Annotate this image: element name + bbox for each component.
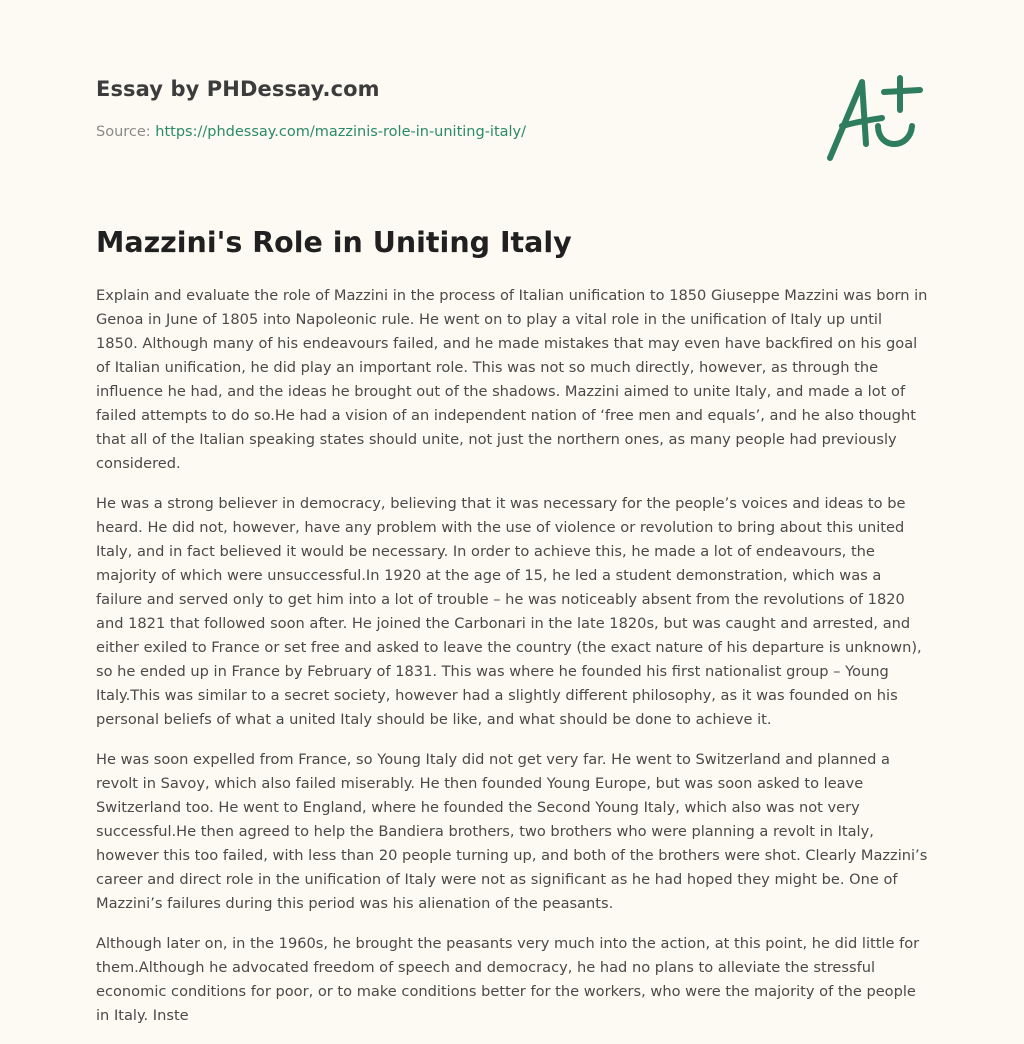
page-header bbox=[96, 0, 928, 190]
essay-page bbox=[96, 0, 928, 1024]
source-label: Source: bbox=[96, 124, 151, 140]
a-plus-logo-icon bbox=[822, 68, 926, 164]
site-brand: Essay by PHDessay.com bbox=[96, 77, 380, 101]
essay-paragraph: Explain and evaluate the role of Mazzini in the process of Italian unification to 1850 Giuseppe Mazzini was born in Genoa in June of 1805 into Napoleonic rule. He went on to play a vital role in the unification of Italy up until 1850. Although many of his endeavours failed, and he made mistakes that may even have backfired on his goal of Italian unification, he did play an important role. This was not so much directly, however, as through the influence he had, and the ideas he brought out of the shadows. Mazzini aimed to unite Italy, and made a lot of failed attempts to do so.He had a vision of an independent nation of ‘free men and equals’, and he also thought that all of the Italian speaking states should unite, not just the northern ones, as many people had previously considered. bbox=[96, 287, 928, 472]
essay-body bbox=[96, 284, 928, 1044]
essay-paragraph: Although later on, in the 1960s, he brought the peasants very much into the action, at this point, he did little for them.Although he advocated freedom of speech and democracy, he had no plans to alleviate the stressful economic conditions for poor, or to make conditions better for the workers, who were the majority of the people in Italy. Inste bbox=[96, 935, 920, 1024]
source-link[interactable]: https://phdessay.com/mazzinis-role-in-uniting-italy/ bbox=[155, 124, 527, 140]
essay-title: Mazzini's Role in Uniting Italy bbox=[96, 226, 572, 259]
essay-paragraph: He was soon expelled from France, so Young Italy did not get very far. He went to Switzerland and planned a revolt in Savoy, which also failed miserably. He then founded Young Europe, but was soon asked to leave Switzerland too. He went to England, where he founded the Second Young Italy, which also was not very successful.He then agreed to help the Bandiera brothers, two brothers who were planning a revolt in Italy, however this too failed, with less than 20 people turning up, and both of the brothers were shot. Clearly Mazzini’s career and direct role in the unification of Italy were not as significant as he had hoped they might be. One of Mazzini’s failures during this period was his alienation of the peasants. bbox=[96, 751, 928, 912]
essay-paragraph: He was a strong believer in democracy, believing that it was necessary for the people’s voices and ideas to be heard. He did not, however, have any problem with the use of violence or revolution to bring about this united Italy, and in fact believed it would be necessary. In order to achieve this, he made a lot of endeavours, the majority of which were unsuccessful.In 1920 at the age of 15, he led a student demonstration, which was a failure and served only to get him into a lot of trouble – he was noticeably absent from the revolutions of 1820 and 1821 that followed soon after. He joined the Carbonari in the late 1820s, but was caught and arrested, and either exiled to France or set free and asked to leave the country (the exact nature of his departure is unknown), so he ended up in France by February of 1831. This was where he founded his first nationalist group – Young Italy.This was similar to a secret society, however had a slightly different philosophy, as it was founded on his personal beliefs of what a united Italy should be like, and what should be done to achieve it. bbox=[96, 495, 922, 728]
source-line bbox=[96, 124, 526, 140]
